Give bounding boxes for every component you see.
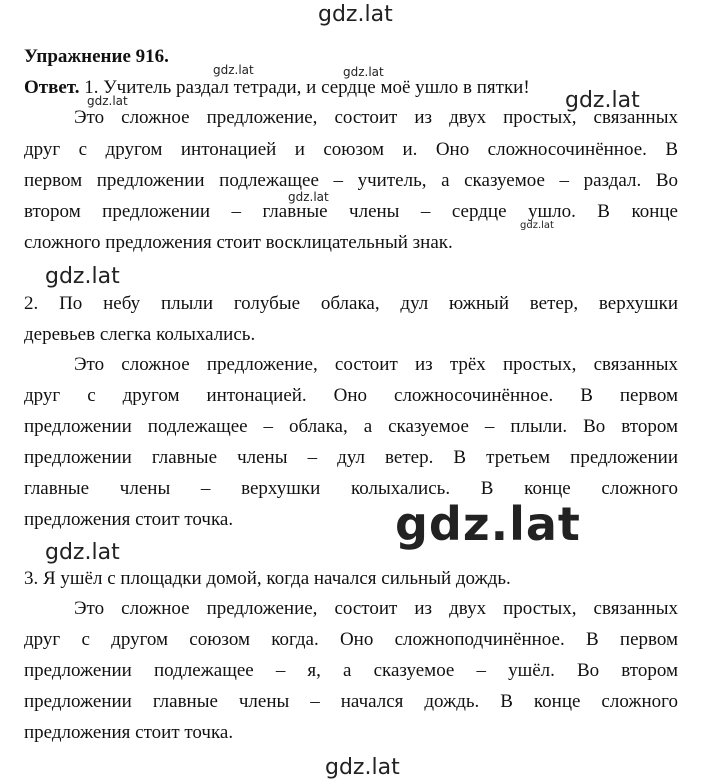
explanation-3-line: предложения стоит точка. (24, 722, 234, 743)
watermark-large: gdz.lat (395, 497, 581, 551)
explanation-3-line: друг с другом союзом когда. Оно сложноподчинённое. В первом (24, 629, 678, 650)
explanation-3-line: предложении подлежащее – я, а сказуемое – ушёл. Во втором (24, 660, 678, 681)
explanation-2-line: Это сложное предложение, состоит из трёх простых, связанных (74, 354, 678, 375)
answer-line (24, 75, 678, 101)
explanation-1-line: Это сложное предложение, состоит из двух простых, связанных (74, 107, 678, 128)
explanation-1-line: втором предложении – главные члены – сердце ушло. В конце (24, 201, 678, 222)
sentence-3: 3. Я ушёл с площадки домой, когда начался сильный дождь. (24, 568, 511, 589)
watermark: gdz.lat (288, 190, 329, 204)
explanation-2-line: главные члены – верхушки колыхались. В конце сложного (24, 478, 678, 499)
sentence-2: деревьев слегка колыхались. (24, 324, 256, 345)
explanation-1-line: сложного предложения стоит восклицательный знак. (24, 232, 453, 253)
watermark: gdz.lat (343, 65, 384, 79)
explanation-2-line: предложении подлежащее – облака, а сказуемое – плыли. Во втором (24, 416, 678, 437)
explanation-1-line: первом предложении подлежащее – учитель, а сказуемое – раздал. Во (24, 170, 678, 191)
watermark: gdz.lat (565, 88, 640, 113)
watermark: gdz.lat (87, 94, 128, 108)
watermark-bottom: gdz.lat (325, 755, 400, 780)
watermark-top: gdz.lat (318, 2, 393, 27)
sentence-1: 1. Учитель раздал тетради, и сердце моё ушло в пятки! (84, 77, 530, 98)
exercise-title: Упражнение 916. (24, 46, 169, 67)
watermark: gdz.lat (520, 220, 554, 231)
explanation-3-line: предложении главные члены – начался дождь. В конце сложного (24, 691, 678, 712)
answer-label: Ответ. (24, 77, 80, 98)
watermark: gdz.lat (213, 63, 254, 77)
watermark: gdz.lat (45, 540, 120, 565)
explanation-2-line: предложения стоит точка. (24, 509, 234, 530)
explanation-3-line: Это сложное предложение, состоит из двух простых, связанных (74, 598, 678, 619)
watermark: gdz.lat (45, 264, 120, 289)
explanation-1-line: друг с другом интонацией и союзом и. Оно сложносочинённое. В (24, 139, 678, 160)
explanation-2-line: предложении главные члены – дул ветер. В третьем предложении (24, 447, 678, 468)
sentence-2: 2. По небу плыли голубые облака, дул южный ветер, верхушки (24, 293, 678, 314)
explanation-2-line: друг с другом интонацией. Оно сложносочинённое. В первом (24, 385, 678, 406)
